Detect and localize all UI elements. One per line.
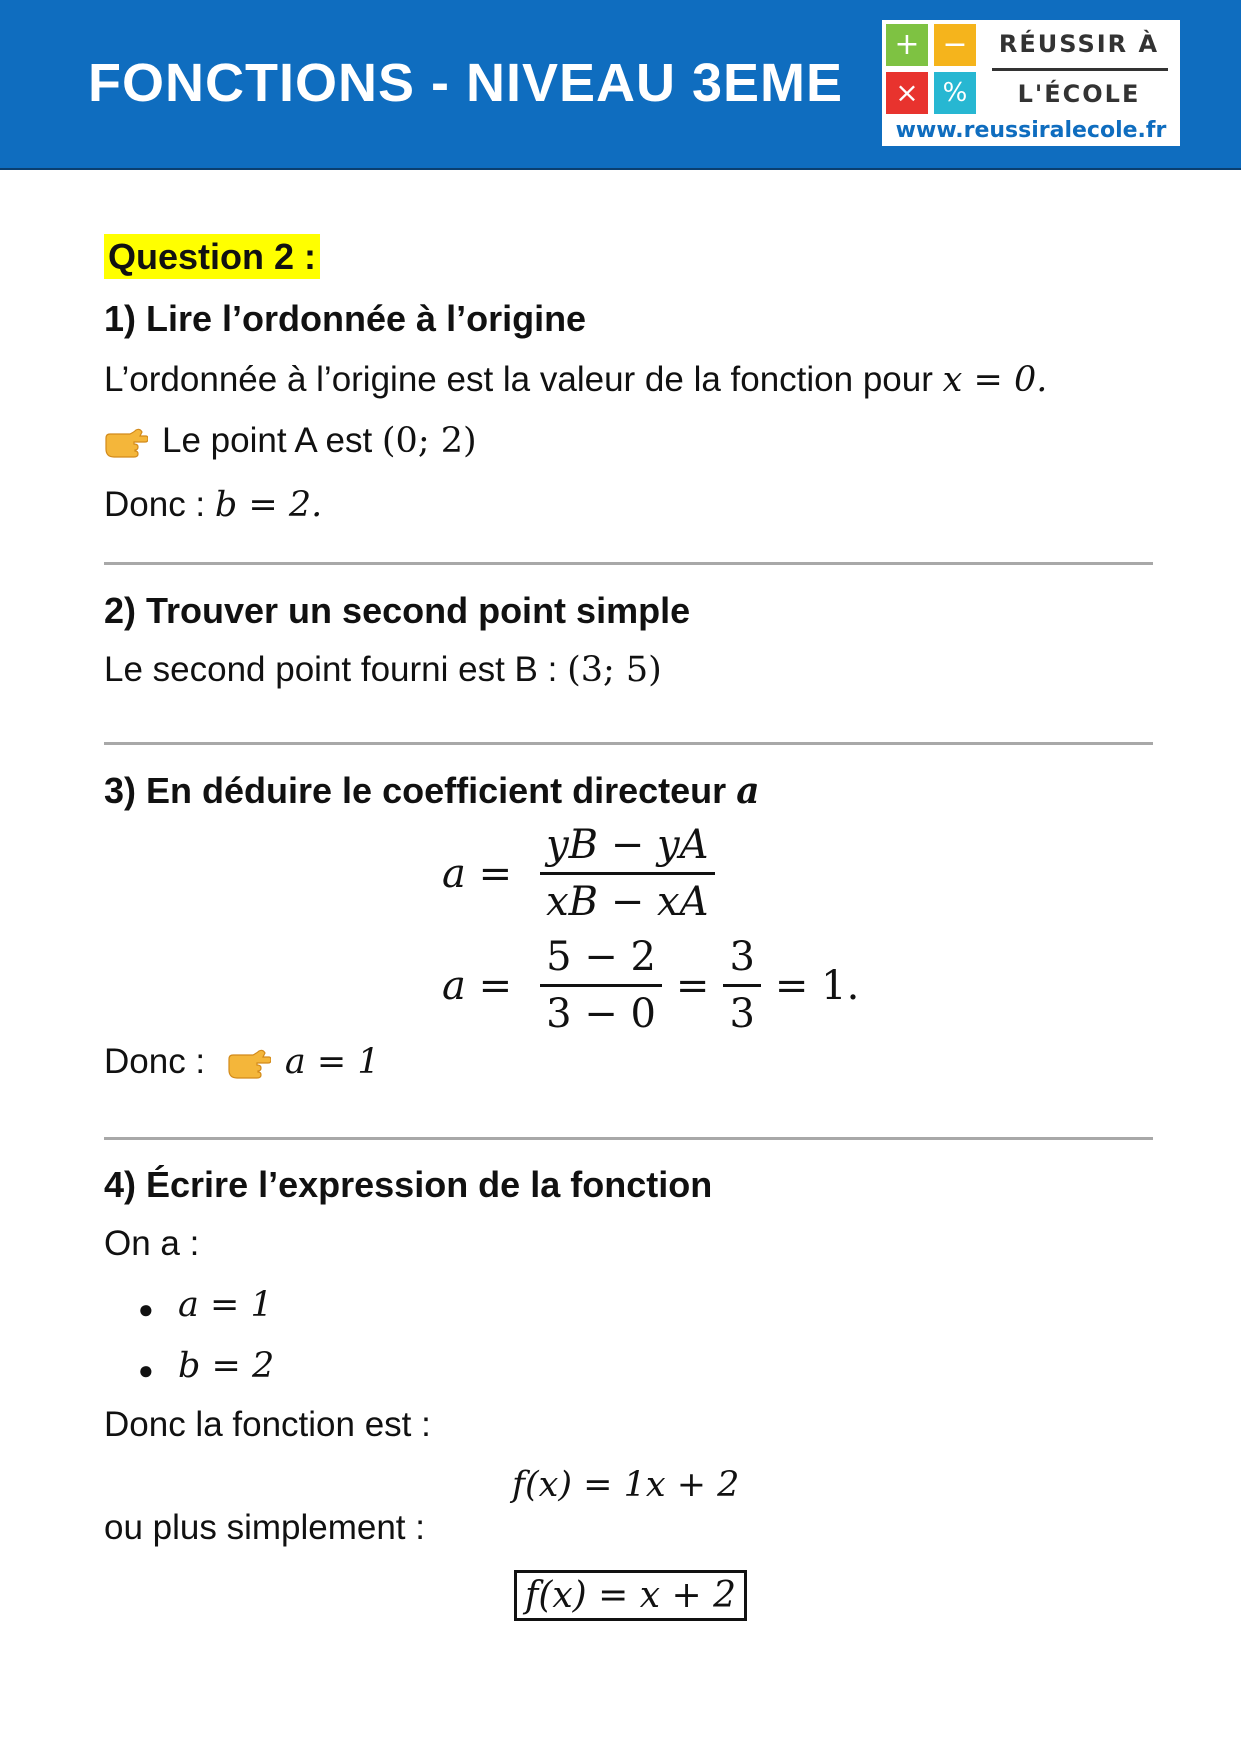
plus-icon: + (886, 24, 928, 66)
slope-formula (442, 822, 715, 925)
section1-point-line (104, 421, 477, 461)
section1-donc (104, 485, 322, 525)
section1-text (104, 360, 1047, 400)
logo-text-line2: L'ÉCOLE (1017, 80, 1141, 108)
slope-formula-fraction (540, 822, 714, 925)
section4-simpler: ou plus simplement : (104, 1508, 425, 1547)
list-item: b = 2 (178, 1346, 275, 1386)
section1-donc-math: b = 2. (214, 485, 323, 525)
section1-donc-label: Donc : (104, 485, 206, 524)
logo-url-link[interactable]: www.reussiralecole.fr (895, 118, 1167, 143)
percent-icon: % (934, 72, 976, 114)
section1-point-label: Le point A est (162, 421, 373, 460)
section1-text-label: L’ordonnée à l’origine est la valeur de la fonction pour (104, 360, 933, 399)
section3-donc (104, 1042, 380, 1082)
logo-math-tiles (886, 24, 978, 116)
section2-text (104, 650, 662, 690)
page-title: FONCTIONS - NIVEAU 3EME (88, 53, 844, 113)
final-function-box: f(x) = x + 2 (514, 1570, 747, 1621)
section3-heading-label: 3) En déduire le coefficient directeur (104, 770, 727, 811)
slope-computation (442, 934, 859, 1037)
logo-text-line1: RÉUSSIR À (998, 30, 1160, 58)
times-icon: × (886, 72, 928, 114)
section3-donc-label: Donc : (104, 1042, 206, 1081)
slope-computation-denominator1: 3 − 0 (546, 991, 656, 1037)
slope-computation-fraction2 (723, 934, 760, 1037)
page-header (0, 0, 1241, 170)
pointing-hand-icon (227, 1047, 271, 1081)
section-divider (104, 742, 1153, 745)
section2-text-math: (3; 5) (567, 650, 662, 690)
site-logo[interactable] (882, 20, 1180, 146)
question-label: Question 2 : (104, 234, 320, 279)
slope-computation-denominator2: 3 (729, 991, 755, 1037)
section-divider (104, 562, 1153, 565)
list-bullet: ● (138, 1355, 154, 1385)
slope-computation-fraction1 (540, 934, 662, 1037)
slope-computation-equals: = (675, 962, 710, 1009)
slope-formula-numerator: yB − yA (540, 822, 714, 875)
section4-on-a: On a : (104, 1224, 200, 1263)
slope-formula-lhs: a = (442, 850, 513, 897)
slope-computation-lhs: a = (442, 962, 513, 1009)
section2-text-label: Le second point fourni est B : (104, 650, 558, 689)
logo-divider (992, 68, 1168, 71)
list-bullet: ● (138, 1294, 154, 1324)
section1-heading: 1) Lire l’ordonnée à l’origine (104, 298, 587, 339)
slope-computation-result: = 1. (774, 962, 860, 1009)
section3-donc-math: a = 1 (284, 1042, 380, 1082)
section1-point-math: (0; 2) (381, 421, 477, 461)
section3-heading-var: a (736, 770, 760, 812)
slope-computation-numerator2: 3 (723, 934, 760, 987)
section4-heading: 4) Écrire l’expression de la fonction (104, 1164, 713, 1205)
minus-icon: − (934, 24, 976, 66)
section1-text-math: x = 0. (942, 360, 1048, 400)
list-item: a = 1 (178, 1285, 273, 1325)
pointing-hand-icon (104, 426, 148, 460)
function-formula: f(x) = 1x + 2 (512, 1465, 740, 1505)
slope-formula-denominator: xB − xA (546, 879, 709, 925)
section2-heading: 2) Trouver un second point simple (104, 590, 691, 631)
section3-heading (104, 770, 760, 812)
slope-computation-numerator1: 5 − 2 (540, 934, 662, 987)
section-divider (104, 1137, 1153, 1140)
section4-donc: Donc la fonction est : (104, 1405, 431, 1444)
